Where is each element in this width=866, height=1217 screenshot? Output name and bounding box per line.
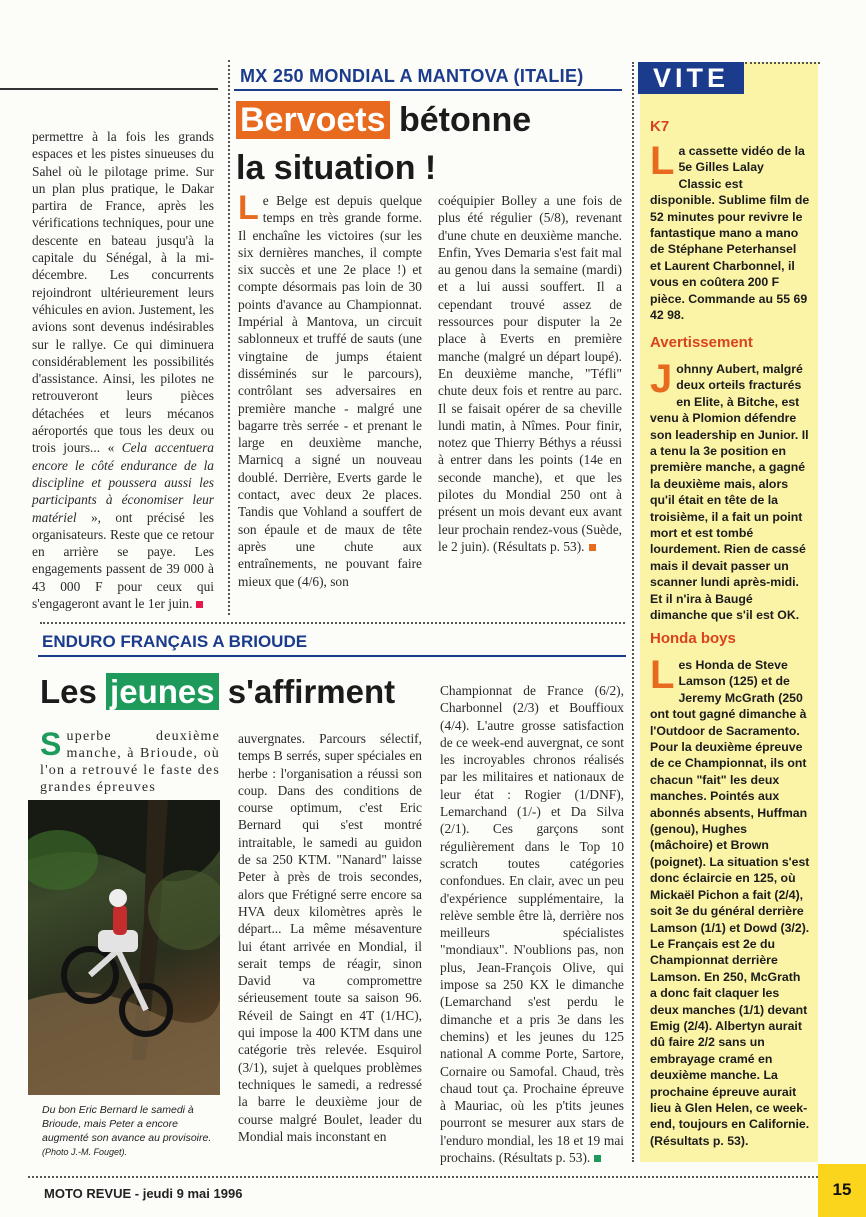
enduro-column-3 xyxy=(440,682,624,1166)
mx-kicker-rule xyxy=(234,89,622,91)
k7-text: a cassette vidéo de la 5e Gilles Lalay Classic est disponible. Sublime film de 52 minutes pour revivre le fantastique mano a mano de Stéphane Peterhansel et Laurent Charbonnel, il vous en coûtera 200 F pièce. Commande au 55 69 42 98. xyxy=(650,144,810,323)
end-square-icon xyxy=(589,544,596,551)
left-col-body: permettre à la fois les grands espaces et les pistes sinueuses du Sahel où le pilotage prime. Sur un plan plus pratique, le Dakar partira de France, après les vérifications techniques, pour une descente en bateau jusqu'à la capitale du Sénégal, à la mi-décembre. Les concurrents rejoindront ultérieurement leurs véhicules en avion. Justement, les avions sont devenus indésirables sur le rallye. Ce qui diminuera considérablement les possibilités d'assistance. Ainsi, les pilotes ne retrouveront leurs pièces détachées et leurs mécanos aéroportés que tous les deux ou trois jours... « xyxy=(32,129,214,456)
honda-text: es Honda de Steve Lamson (125) et de Jeremy McGrath (250 ont tout gagné dimanche à l'Outdoor de Sacramento. Pour la deuxième épreuve de ce Championnat, ils ont chacun "fait" les deux manches. Pointés aux abonnés absents, Huffman (genou), Hughes (mâchoire) et Brown (poignet). La situation s'est donc éclaircie en 125, où Mickaël Pichon a fait (2/4), soit 3e du général derrière Lamson (1/1) et Dowd (3/2). Le Français est 2e du Championnat derrière Lamson. En 250, McGrath a donc fait claquer les deux manches (1/1) devant Emig (2/4). Albertyn aurait dû faire 2/2 sans un embrayage cramé en deuxième manche. La prochaine épreuve aurait lieu à Glen Helen, ce week-end, toujours en Californie. (Résultats p. 53). xyxy=(650,658,810,1148)
honda-dropcap: L xyxy=(650,653,675,697)
enduro-dropcap: S xyxy=(40,726,63,762)
enduro-kicker: ENDURO FRANÇAIS A BRIOUDE xyxy=(42,632,308,651)
end-square-icon xyxy=(196,601,203,608)
k7-heading: K7 xyxy=(650,118,670,135)
mx-col2-text: coéquipier Bolley a une fois de plus été régulier (5/8), revenant d'une chute en deuxième manche. Enfin, Yves Demaria s'est fait mal au genou dans la semaine (mardi) et a lui aussi souffert. Il a cependant trouvé assez de ressources pour disputer la 2e place à Everts en première manche (malgré un départ loupé). En deuxième manche, "Téfli" chute deux fois et rentre au parc. Il se faisait opérer de sa cheville lundi matin, à Nîmes. Pour finir, notez que Thierry Béthys a réussi à entrer dans les points (14e en seconde manche), et que les pilotes du Mondial 250 ont à présent un mois devant eux avant leur prochain rendez-vous (Suède, le 2 juin). (Résultats p. 53). xyxy=(438,193,622,554)
footer-publication: MOTO REVUE - jeudi 9 mai 1996 xyxy=(44,1186,243,1201)
vite-banner: VITE xyxy=(638,62,744,94)
vite-k7 xyxy=(650,118,810,323)
enduro-column-1-top xyxy=(40,728,220,796)
avert-body xyxy=(650,357,810,624)
avert-text: ohnny Aubert, malgré deux orteils fracturés en Elite, à Bitche, est venu à Plomion défendre son leadership en Junior. Il a tenu la 3e position en première manche, a gagné la deuxième mais, alors qu'il était en tête de la troisième, il a fait un point mort et est tombé lourdement. Rien de cassé mais il devait passer un scanner lundi après-midi. Et il n'ira à Baugé dimanche que s'il est OK. xyxy=(650,362,809,623)
enduro-column-2 xyxy=(238,730,422,1145)
enduro-col1-text: uperbe deuxième manche, à Brioude, où l'on a retrouvé le faste des grandes épreuves xyxy=(40,729,220,795)
column-separator xyxy=(228,60,230,615)
vite-left-dots xyxy=(632,62,634,1162)
vite-honda xyxy=(650,630,810,1149)
avert-dropcap: J xyxy=(650,357,673,401)
enduro-col3-text: Championnat de France (6/2), Charbonnel (2/3) et Bouffioux (4/4). L'autre grosse satisfaction de ce week-end auvergnat, ce sont les incroyables chronos réalisés par les militaires et nationaux de leur état : Rogier (1/DNF), Lemarchand (1/-) et Da Silva (2/1). Ces garçons sont régulièrement dans le Top 10 scratch toutes catégories confondues. En clair, avec un peu d'expérience supplémentaire, la relève semble être là, derrière nos meilleurs spécialistes "mondiaux". N'oublions pas, non plus, Jean-François Olive, qui impose sa 250 KX le dimanche (Lemarchand s'est perdu le dimanche et a pris 3e dans les chemins) et les jeunes du 125 national A comme Porte, Sartore, Cornaire ou Samofal. Chaud, très chaud tout ça. Prochaine épreuve à Mauriac, où les p'tits jeunes pourront se mesurer aux stars de l'enduro mondial, les 18 et 19 mai prochains. (Résultats p. 53). xyxy=(440,683,624,1166)
mx-title-part2: la situation ! xyxy=(236,149,437,187)
enduro-photo xyxy=(28,800,220,1095)
left-col-quote: Cela accentuera encore le côté endurance de la discipline et poussera aussi les participants à économiser leur matériel xyxy=(32,440,214,525)
vite-avertissement xyxy=(650,334,810,624)
photo-caption-text: Du bon Eric Bernard le samedi à Brioude, mais Peter a encore augmenté son avance au provisoire. xyxy=(42,1104,212,1144)
k7-body xyxy=(650,139,810,323)
mx-col1-text: e Belge est depuis quelque temps en très grande forme. Il enchaîne les victoires (sur les six dernières manches, il compte six succès et une 2e place !) et compte désormais pas loin de 30 points d'avance au Championnat. Impérial à Mantova, un circuit sablonneux et truffé de sauts (une vingtaine de jumps étaient disséminés sur le parcours), contrôlant ses adversaires en première manche - malgré une bagarre très serrée - et prenant le large en deuxième manche, Marnicq a signé un nouveau doublé. Derrière, Everts garde le contact, avec deux 2e places. Tandis que Vohland a souffert de son épaule et de maux de tête après une chute aux entraînements, ne pouvant faire mieux que (4/6), son xyxy=(238,193,422,589)
mx-kicker: MX 250 MONDIAL A MANTOVA (ITALIE) xyxy=(240,66,584,86)
left-col-body-end: », ont précisé les organisateurs. Reste que ce retour en arrière se paye. Les engagements passent de 39 000 à 43 000 F pour ceux qui s'engageront avant le 1er juin. xyxy=(32,509,214,612)
end-square-icon xyxy=(594,1155,601,1162)
photo-caption xyxy=(42,1103,220,1159)
section-separator xyxy=(40,622,625,624)
page-number: 15 xyxy=(832,1180,852,1199)
mx-title-highlight: Bervoets xyxy=(236,101,390,139)
enduro-title-highlight: jeunes xyxy=(106,673,219,710)
mx-column-2 xyxy=(438,192,622,555)
honda-body xyxy=(650,653,810,1149)
k7-dropcap: L xyxy=(650,139,675,183)
mx-column-1 xyxy=(238,189,422,590)
mx-dropcap: L xyxy=(238,189,259,227)
enduro-col2-text: auvergnates. Parcours sélectif, temps B serrés, super spéciales en herbe : l'organisation a réussi son coup. Dans des conditions de course optimum, c'est Eric Bernard qui s'est montré intraitable, le samedi au guidon de sa 250 KTM. "Nanard" laisse Peter à près de trois secondes, alors que Frétigné serre encore sa HVA deux kilomètres après le départ... La même mésaventure lui étant arrivée en Mondial, il serait temps de réagir, sinon David va compromettre sérieusement toute sa saison 96. Réveil de Saingt en 4T (1/HC), qui impose la 400 KTM dans une catégorie très relevée. Esquirol (3/1), sujet à quelques problèmes techniques le samedi, a redressé la barre le deuxième jour de course malgré Boulet, leader du Mondial mais inconstant en xyxy=(238,731,422,1144)
enduro-kicker-rule xyxy=(38,655,626,657)
photo-credit: (Photo J.-M. Fouget). xyxy=(42,1147,128,1157)
vite-top-dots xyxy=(745,62,820,64)
mx-title xyxy=(236,96,636,192)
enduro-title-post: s'affirment xyxy=(227,673,396,710)
top-rule-left xyxy=(0,88,218,90)
mx-title-part1: bétonne xyxy=(398,101,532,139)
enduro-title-pre: Les xyxy=(40,673,97,710)
photo-illustration xyxy=(28,800,220,1095)
left-column-text xyxy=(32,128,214,612)
honda-heading: Honda boys xyxy=(650,630,736,647)
enduro-title xyxy=(40,668,460,716)
footer-dots xyxy=(28,1176,818,1178)
avert-heading: Avertissement xyxy=(650,334,753,351)
